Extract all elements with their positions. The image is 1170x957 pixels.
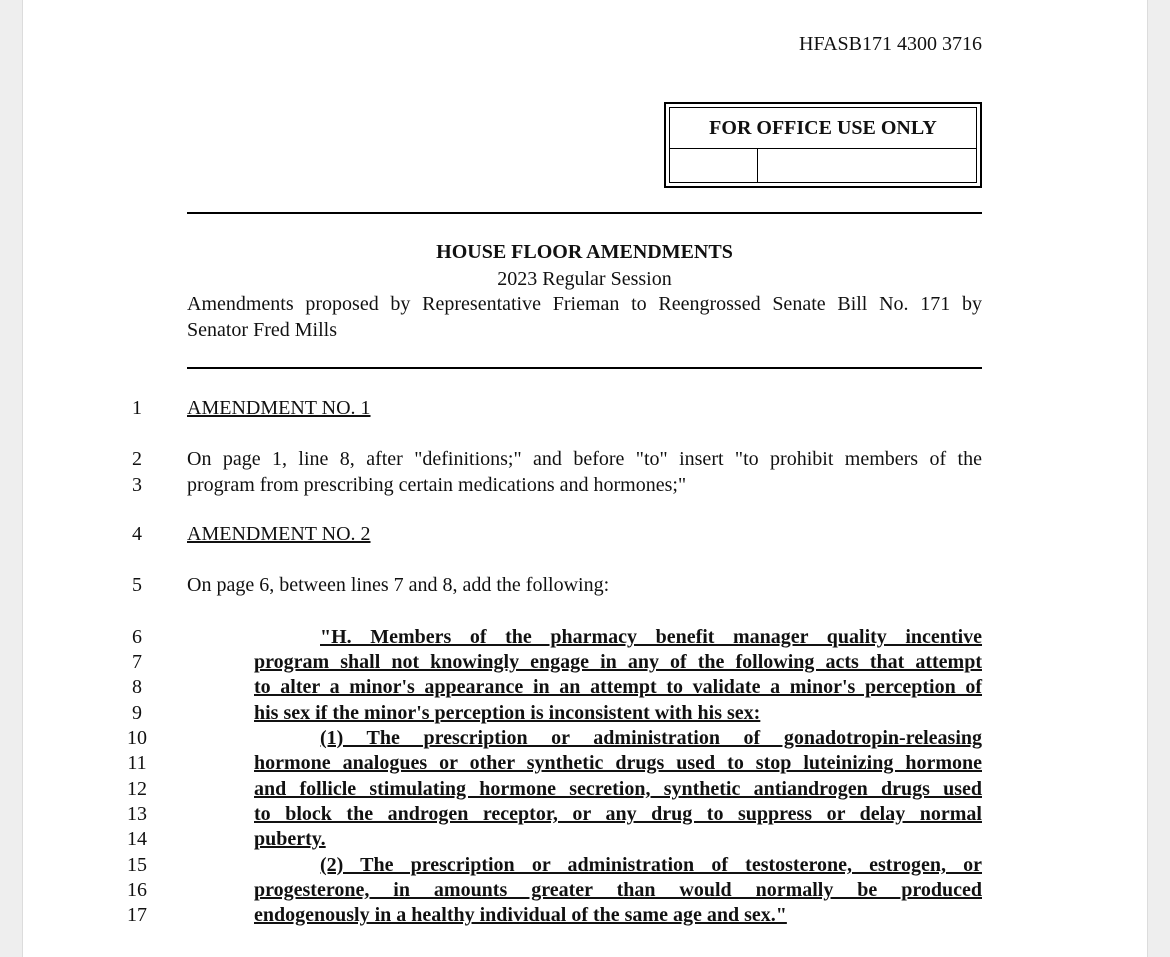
header-rule-top [187,212,982,214]
inserted-text-line: (1) The prescription or administration of gonadotropin-releasing [320,727,982,749]
inserted-text-line: program shall not knowingly engage in any of the following acts that attempt [254,651,982,673]
line-number: 16 [127,879,147,901]
session-label: 2023 Regular Session [497,268,672,290]
line-number: 8 [132,676,142,698]
document-id: HFASB171 4300 3716 [799,33,982,55]
office-use-title: FOR OFFICE USE ONLY [670,108,976,149]
inserted-text-line: to block the androgen receptor, or any drug to suppress or delay normal [254,803,982,825]
header-rule-bottom [187,367,982,369]
amendment-heading-2: AMENDMENT NO. 2 [187,523,371,545]
inserted-text-line: puberty. [254,828,326,850]
page-gutter-left [0,0,23,957]
line-number: 4 [132,523,142,545]
line-number: 6 [132,626,142,648]
inserted-text-line: to alter a minor's appearance in an attempt to validate a minor's perception of [254,676,982,698]
amendment-1-text-line: On page 1, line 8, after "definitions;" and before "to" insert "to prohibit members of the [187,448,982,470]
office-use-box [664,102,982,188]
amendment-heading-1: AMENDMENT NO. 1 [187,397,371,419]
page-gutter-right [1147,0,1170,957]
inserted-text-line: hormone analogues or other synthetic drugs used to stop luteinizing hormone [254,752,982,774]
line-number: 3 [132,474,142,496]
inserted-text-line: progesterone, in amounts greater than would normally be produced [254,879,982,901]
inserted-text-line: and follicle stimulating hormone secretion, synthetic antiandrogen drugs used [254,778,982,800]
line-number: 14 [127,828,147,850]
line-number: 11 [127,752,147,774]
amendment-1-text-line: program from prescribing certain medications and hormones;" [187,474,687,496]
line-number: 7 [132,651,142,673]
line-number: 13 [127,803,147,825]
inserted-text-line: his sex if the minor's perception is inconsistent with his sex: [254,702,761,724]
line-number: 10 [127,727,147,749]
proposal-line-1: Amendments proposed by Representative Frieman to Reengrossed Senate Bill No. 171 by [187,293,982,315]
office-use-box-inner [669,107,977,183]
line-number: 1 [132,397,142,419]
office-use-cell-divider [757,148,758,182]
inserted-text-line: "H. Members of the pharmacy benefit manager quality incentive [320,626,982,648]
line-number: 17 [127,904,147,926]
inserted-text-line: endogenously in a healthy individual of the same age and sex." [254,904,787,926]
line-number: 9 [132,702,142,724]
inserted-text-line: (2) The prescription or administration of testosterone, estrogen, or [320,854,982,876]
line-number: 15 [127,854,147,876]
amendment-2-instruction: On page 6, between lines 7 and 8, add the following: [187,574,610,596]
proposal-line-2: Senator Fred Mills [187,319,337,341]
line-number: 5 [132,574,142,596]
line-number: 12 [127,778,147,800]
line-number: 2 [132,448,142,470]
amendments-title: HOUSE FLOOR AMENDMENTS [436,241,733,263]
